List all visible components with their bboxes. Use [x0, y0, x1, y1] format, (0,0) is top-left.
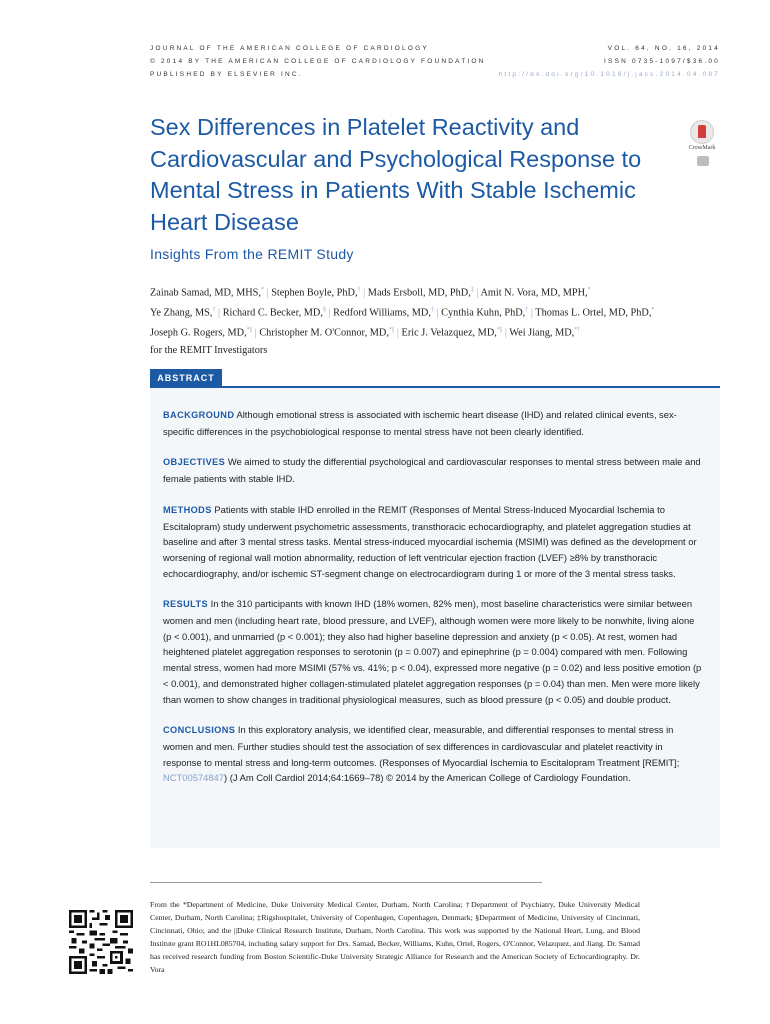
author-name: Stephen Boyle, PhD,: [271, 287, 358, 299]
author-mark: †: [430, 306, 434, 313]
section-text: ) (J Am Coll Cardiol 2014;64:1669–78) © 2014 by the American College of Cardiology Foundation.: [223, 772, 631, 784]
author-name: Christopher M. O'Connor, MD,: [259, 327, 389, 339]
author-list: Zainab Samad, MD, MHS,* | Stephen Boyle, PhD,† | Mads Ersboll, MD, PhD,‡ | Amit N. Vora, MD, MPH,* Ye Zhang, MS,† | Richard C. Becker, MD,§ | Redford Williams, MD,† | Cynthia Kuhn, PhD,† | Thomas L. Ortel, MD, PhD,* Joseph G. Rogers, MD,*|| | Christopher M. O'Connor, MD,*|| | Eric J. Velazquez, MD,*|| | Wei Jiang, MD,*† for the REMIT Investigators: [150, 287, 655, 356]
section-text: Although emotional stress is associated with ischemic heart disease (IHD) and related clinical events, sex-specific differences in the psychobiological response to mental stress have not been clearly identified.: [163, 409, 677, 437]
author-mark: *||: [246, 326, 253, 333]
author-name: Wei Jiang, MD,: [509, 327, 575, 339]
author-mark: †: [525, 306, 529, 313]
author-name: Redford Williams, MD,: [333, 307, 431, 319]
abstract-methods: [163, 502, 703, 582]
volume-line: VOL. 64, NO. 16, 2014: [607, 45, 720, 52]
abstract-objectives: [163, 454, 703, 486]
abstract-background: [163, 407, 703, 439]
abstract-body: [163, 407, 703, 801]
section-label: RESULTS: [163, 599, 208, 610]
abstract-results: [163, 596, 703, 707]
author-name: Thomas L. Ortel, MD, PhD,: [535, 307, 652, 319]
section-label: BACKGROUND: [163, 410, 235, 420]
abstract-conclusions: [163, 722, 703, 786]
author-name: Zainab Samad, MD, MHS,: [150, 287, 261, 299]
section-text: We aimed to study the differential psychological and cardiovascular responses to mental stress between male and female patients with stable IHD.: [163, 456, 701, 485]
section-label: CONCLUSIONS: [163, 725, 236, 736]
authors-suffix: for the REMIT Investigators: [150, 344, 268, 356]
section-text: Patients with stable IHD enrolled in the REMIT (Responses of Mental Stress-Induced Myocardial Ischemia to Escitalopram) study underwent psychometric assessments, transthoracic echocardiography, and platelet aggregation studies at baseline and after 3 mental stress tasks. Mental stress-induced myocardial ischemia (MSIMI) was defined as the development or worsening of regional wall motion abnormality, reduction of left ventricular ejection fraction (LVEF) ≥8% by transthoracic echocardiography, and/or ischemic ST-segment change on electrocardiogram during 1 or more of the 3 mental stress tasks.: [163, 503, 697, 579]
section-text: In this exploratory analysis, we identified clear, measurable, and differential responses to mental stress in women and men. Further studies should test the association of sex differences in cardiovascular and platelet reactivity in response to mental stress and long-term outcomes. (Responses of Myocardial Ischemia to Escitalopram Treatment [REMIT];: [163, 724, 680, 768]
section-label: METHODS: [163, 504, 212, 515]
trial-registration-link[interactable]: NCT00574847: [163, 772, 224, 784]
footnote-rule: [150, 882, 542, 883]
qr-code-icon[interactable]: [69, 910, 133, 974]
crossmark-label: CrossMark: [688, 145, 716, 151]
issn-line: ISSN 0735-1097/$36.00: [604, 58, 720, 65]
author-mark: *: [651, 306, 655, 313]
copyright-line: © 2014 BY THE AMERICAN COLLEGE OF CARDIOLOGY FOUNDATION: [150, 58, 486, 65]
issue-info: [499, 42, 720, 81]
crossmark-icon: [690, 120, 714, 144]
abstract-rule: [150, 386, 720, 388]
author-mark: *: [587, 287, 591, 293]
journal-header: [150, 42, 486, 81]
doi-link[interactable]: http://dx.doi.org/10.1016/j.jacc.2014.04.087: [498, 71, 720, 78]
author-mark: †: [357, 287, 361, 293]
author-name: Richard C. Becker, MD,: [222, 307, 323, 319]
journal-name: JOURNAL OF THE AMERICAN COLLEGE OF CARDIOLOGY: [150, 45, 429, 52]
crossmark-badge[interactable]: [687, 120, 717, 151]
author-name: Eric J. Velazquez, MD,: [401, 327, 497, 339]
section-label: OBJECTIVES: [163, 457, 226, 468]
author-name: Ye Zhang, MS,: [150, 307, 213, 319]
author-mark: *†: [574, 326, 581, 333]
author-mark: ‡: [470, 287, 474, 293]
author-mark: *||: [388, 326, 395, 333]
article-subtitle: Insights From the REMIT Study: [150, 246, 354, 262]
author-name: Cynthia Kuhn, PhD,: [441, 307, 526, 319]
author-name: Joseph G. Rogers, MD,: [150, 327, 247, 339]
section-text: In the 310 participants with known IHD (18% women, 82% men), most baseline characteristics were similar between women and men (including heart rate, blood pressure, and LVEF), although women were more likely to be nonwhite, living alone (p < 0.001), and unmarried (p < 0.001); they also had higher baseline depression and anxiety (p < 0.05). At rest, women had heightened platelet aggregation responses to serotonin (p = 0.007) and epinephrine (p = 0.004) compared with men. Following mental stress, women had more MSIMI (57% vs. 41%; p < 0.04), expressed more negative (p = 0.02) and less positive emotion (p < 0.001), and demonstrated higher collagen-stimulated platelet aggregation responses (p = 0.04) than men. Men were more likely than women to show changes in traditional physiological measures, such as blood pressure (p < 0.05) and double product.: [163, 598, 702, 705]
author-mark: *: [260, 287, 264, 293]
author-mark: *||: [496, 326, 503, 333]
publisher-line: PUBLISHED BY ELSEVIER INC.: [150, 71, 303, 78]
audio-speaker-icon[interactable]: [697, 156, 709, 166]
abstract-tab: ABSTRACT: [150, 369, 222, 387]
author-mark: §: [322, 306, 326, 313]
author-name: Mads Ersboll, MD, PhD,: [367, 287, 471, 299]
article-title: Sex Differences in Platelet Reactivity and Cardiovascular and Psychological Response to Mental Stress in Patients With Stable Ischemic Heart Disease: [150, 114, 642, 235]
author-mark: †: [212, 306, 216, 313]
author-name: Amit N. Vora, MD, MPH,: [480, 287, 588, 299]
affiliations-footnote: From the *Department of Medicine, Duke University Medical Center, Durham, North Carolina; †Department of Psychiatry, Duke University Medical Center, Durham, North Carolina; ‡Rigshospitalet, University of Copenhagen, Copenhagen, Denmark; §Department of Medicine, University of Cincinnati, Cincinnati, Ohio; and the ||Duke Clinical Research Institute, Durham, North Carolina. This work was supported by the National Heart, Lung, and Blood Institute grant RO1HL085704, including salary support for Drs. Samad, Becker, Williams, Kuhn, Ortel, Rogers, O'Connor, Velazquez, and Jiang. Dr. Samad has received research funding from Boston Scientific-Duke University Strategic Alliance for Research and the American Society of Echocardiography. Dr. Vora: [150, 900, 640, 975]
